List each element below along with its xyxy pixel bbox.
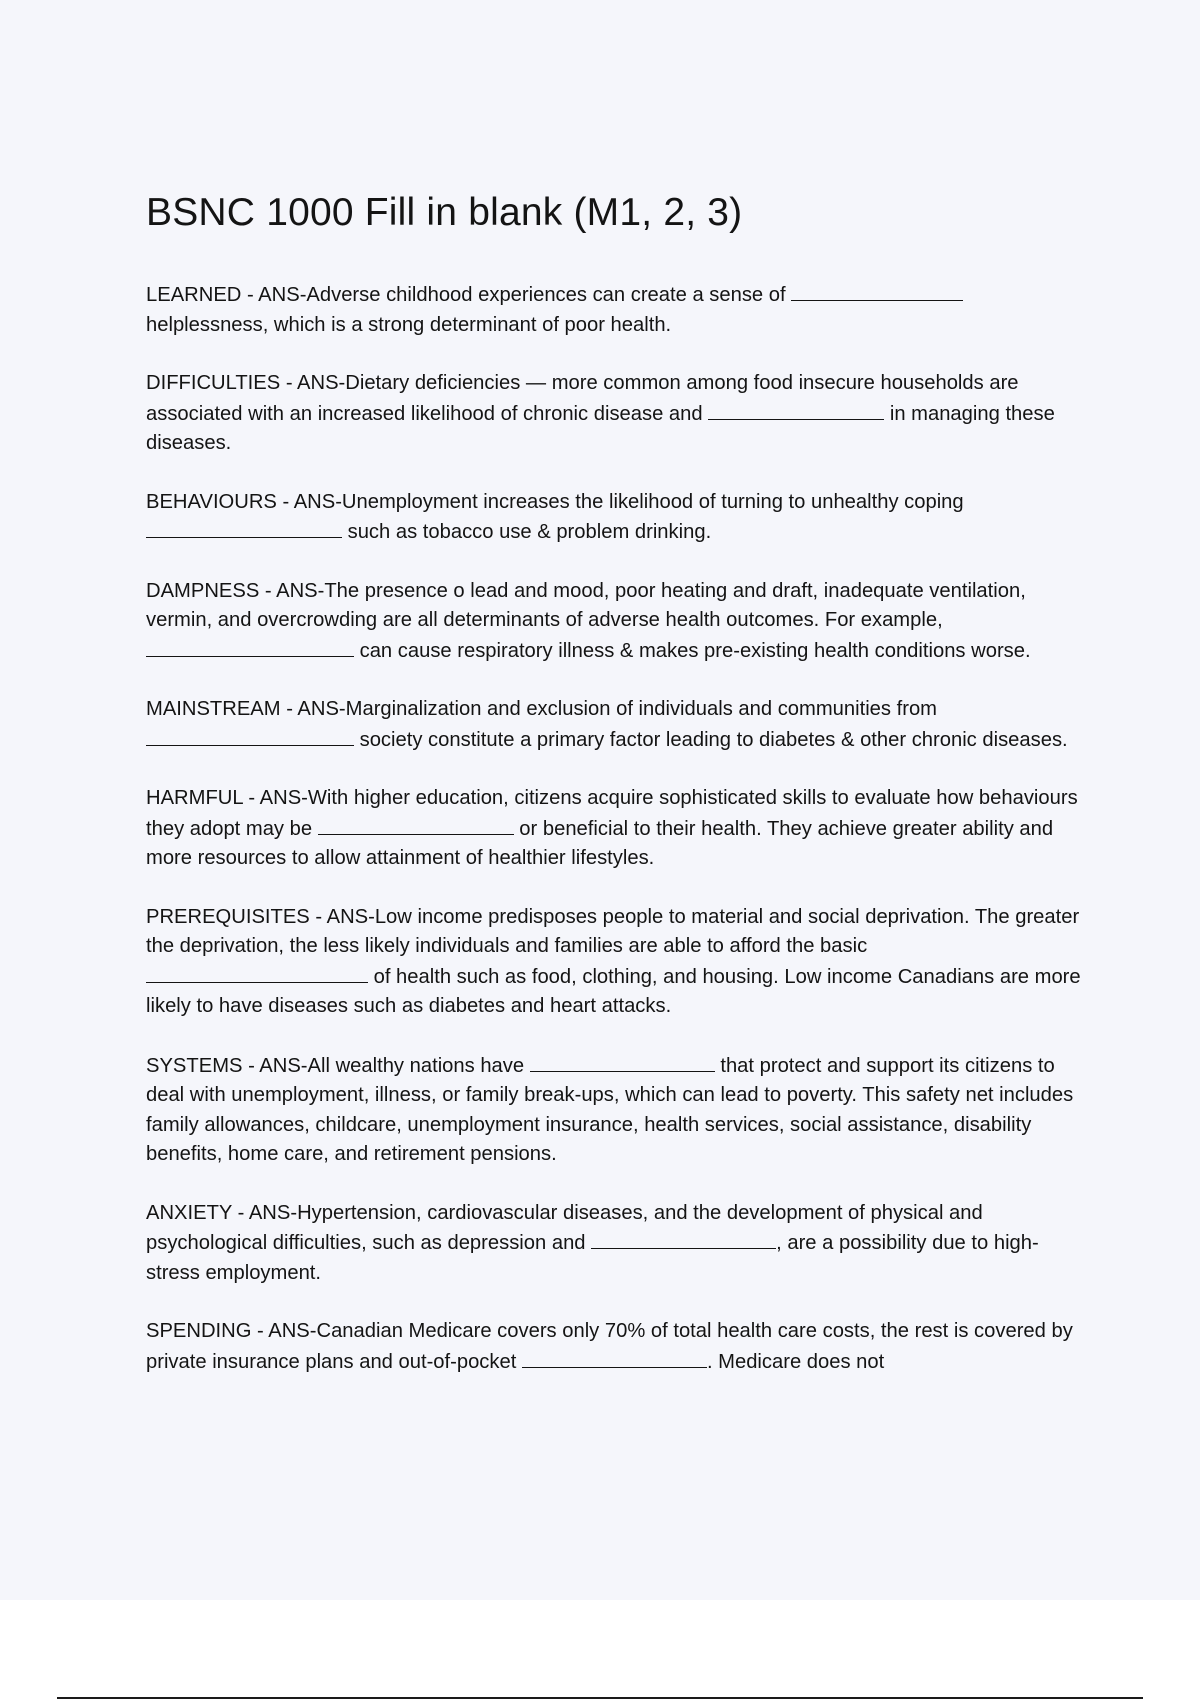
entry-text-after: can cause respiratory illness & makes pre-existing health conditions worse. bbox=[354, 639, 1031, 662]
entry-text-after: that protect and support its citizens to deal with unemployment, illness, or family break-ups, which can lead to poverty. This safety net includes family allowances, childcare, unemployment insurance, health services, social assistance, disability benefits, home care, and retirement pensions. bbox=[146, 1054, 1074, 1165]
fill-in-blank bbox=[708, 399, 884, 420]
fill-in-blank bbox=[530, 1051, 715, 1072]
entry-text-before: DIFFICULTIES - ANS-Dietary deficiencies — more common among food insecure households are associated with an increased likelihood of chronic disease and bbox=[146, 372, 1019, 425]
fill-in-blank bbox=[318, 814, 514, 835]
entry-spending bbox=[146, 1317, 1086, 1377]
entry-text-before: HARMFUL - ANS-With higher education, citizens acquire sophisticated skills to evaluate how behaviours they adopt may be bbox=[146, 787, 1078, 840]
entry-behaviours bbox=[146, 488, 1086, 548]
fill-in-blank bbox=[791, 280, 963, 301]
entry-text-after: or beneficial to their health. They achieve greater ability and more resources to allow attainment of healthier lifestyles. bbox=[146, 817, 1054, 869]
entry-learned bbox=[146, 280, 1086, 340]
entry-text-after: in managing these diseases. bbox=[146, 402, 1055, 454]
entry-anxiety bbox=[146, 1199, 1086, 1289]
entry-text-after: such as tobacco use & problem drinking. bbox=[342, 521, 712, 543]
entry-dampness bbox=[146, 577, 1086, 667]
entry-text-before: LEARNED - ANS-Adverse childhood experiences can create a sense of bbox=[146, 284, 792, 306]
entry-text-after: . Medicare does not bbox=[706, 1350, 885, 1373]
entry-text-before: BEHAVIOURS - ANS-Unemployment increases the likelihood of turning to unhealthy coping bbox=[146, 490, 964, 513]
entry-mainstream bbox=[146, 695, 1086, 755]
fill-in-blank bbox=[146, 517, 342, 538]
entry-prerequisites bbox=[146, 903, 1086, 1022]
document-content bbox=[146, 190, 1086, 1406]
entry-text-after: , are a possibility due to high-stress employment. bbox=[146, 1232, 1039, 1284]
entry-text-before: SYSTEMS - ANS-All wealthy nations have bbox=[146, 1054, 530, 1077]
entry-systems bbox=[146, 1051, 1086, 1170]
entry-text-before: MAINSTREAM - ANS-Marginalization and exclusion of individuals and communities from bbox=[146, 698, 937, 720]
fill-in-blank bbox=[146, 636, 354, 657]
entry-text-after: society constitute a primary factor leading to diabetes & other chronic diseases. bbox=[354, 728, 1068, 751]
entry-difficulties bbox=[146, 369, 1086, 459]
entry-text-before: PREREQUISITES - ANS-Low income predisposes people to material and social deprivation. The greater the deprivation, the less likely individuals and families are able to afford the basic bbox=[146, 905, 1080, 957]
fill-in-blank bbox=[591, 1228, 776, 1249]
fill-in-blank bbox=[146, 725, 354, 746]
entry-text-before: SPENDING - ANS-Canadian Medicare covers only 70% of total health care costs, the rest is covered by private insurance plans and out-of-pocket bbox=[146, 1320, 1073, 1373]
entry-harmful bbox=[146, 784, 1086, 874]
fill-in-blank bbox=[522, 1347, 707, 1368]
fill-in-blank bbox=[146, 962, 368, 983]
footer-divider bbox=[57, 1697, 1143, 1699]
entry-text-before: DAMPNESS - ANS-The presence o lead and mood, poor heating and draft, inadequate ventilation, vermin, and overcrowding are all determinants of adverse health outcomes. For example, bbox=[146, 579, 1026, 631]
entry-text-before: ANXIETY - ANS-Hypertension, cardiovascular diseases, and the development of physical and psychological difficulties, such as depression and bbox=[146, 1201, 983, 1254]
entry-text-after: of health such as food, clothing, and housing. Low income Canadians are more likely to have diseases such as diabetes and heart attacks. bbox=[146, 965, 1081, 1017]
entry-text-after: helplessness, which is a strong determinant of poor health. bbox=[146, 313, 672, 336]
document-title: BSNC 1000 Fill in blank (M1, 2, 3) bbox=[146, 191, 743, 234]
